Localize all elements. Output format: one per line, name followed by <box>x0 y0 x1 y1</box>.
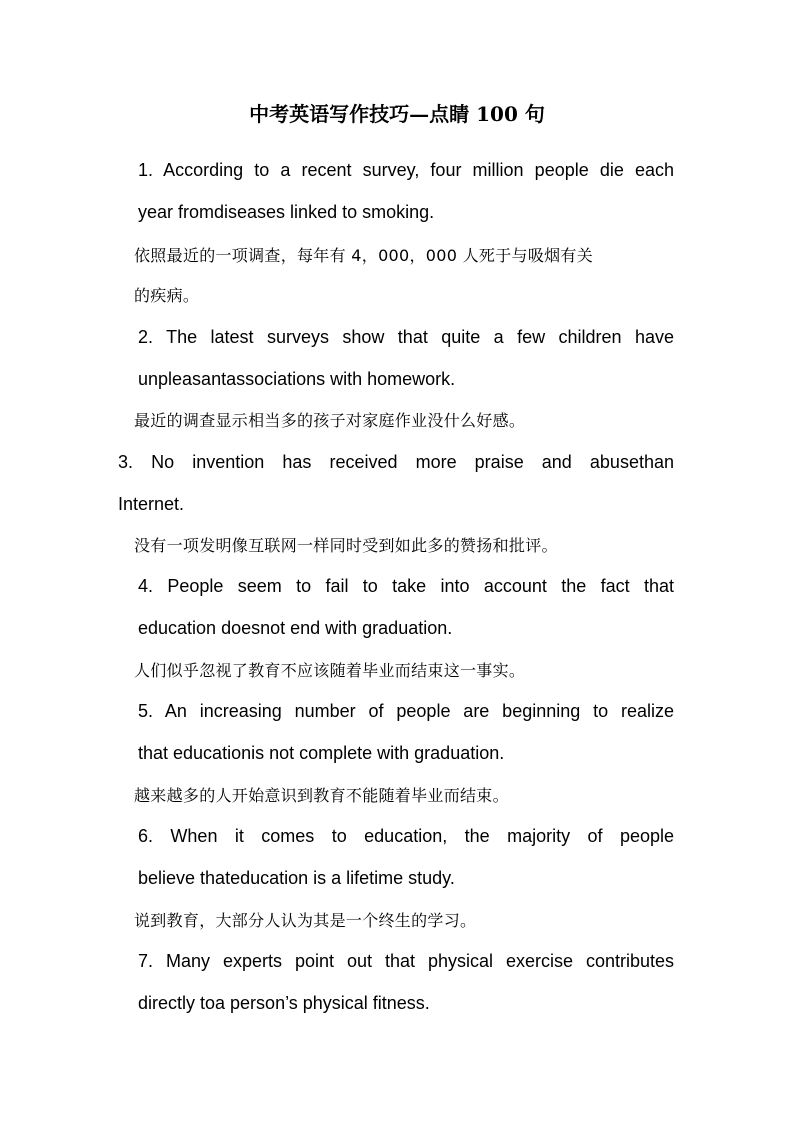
sentence-2-english-line-1: 2. The latest surveys show that quite a few children have <box>138 327 674 347</box>
sentence-3-english <box>118 441 674 525</box>
sentence-4-english-line-2: education doesnot end with graduation. <box>138 618 453 638</box>
sentence-2-english-line-2: unpleasantassociations with homework. <box>138 369 456 389</box>
page-title: 中考英语写作技巧—点睛 100 句 <box>249 102 545 126</box>
sentence-1-english-line-2: year fromdiseases linked to smoking. <box>138 202 435 222</box>
sentence-6-english <box>138 815 674 899</box>
sentence-5-english <box>138 690 674 774</box>
sentence-6-english-line-1: 6. When it comes to education, the majority of people <box>138 826 674 846</box>
sentence-5-chinese <box>134 776 674 816</box>
sentence-2-chinese <box>134 401 674 441</box>
sentence-2-english <box>138 316 674 400</box>
sentence-3-chinese <box>134 526 674 566</box>
sentence-5-english-line-1: 5. An increasing number of people are beginning to realize <box>138 701 674 721</box>
sentence-6-english-line-2: believe thateducation is a lifetime study. <box>138 868 455 888</box>
sentence-1-chinese-line-2: 的疾病。 <box>134 286 200 305</box>
sentence-4-chinese-line-1: 人们似乎忽视了教育不应该随着毕业而结束这一事实。 <box>134 661 526 680</box>
sentence-6-chinese-line-1: 说到教育，大部分人认为其是一个终生的学习。 <box>134 911 477 930</box>
sentence-7-english <box>138 940 674 1024</box>
sentence-3-chinese-line-1: 没有一项发明像互联网一样同时受到如此多的赞扬和批评。 <box>134 536 558 555</box>
sentence-6-chinese <box>134 901 674 941</box>
sentence-1-english <box>138 149 674 233</box>
sentence-7-english-line-2: directly toa person’s physical fitness. <box>138 993 430 1013</box>
sentence-7-english-line-1: 7. Many experts point out that physical exercise contributes <box>138 951 674 971</box>
sentence-5-english-line-2: that educationis not complete with graduation. <box>138 743 505 763</box>
sentence-4-english <box>138 565 674 649</box>
sentence-3-english-line-2: Internet. <box>118 494 185 514</box>
sentence-1-chinese <box>134 236 674 316</box>
sentence-1-english-line-1: 1. According to a recent survey, four million people die each <box>138 160 674 180</box>
sentence-1-chinese-line-1: 依照最近的一项调查，每年有 4，000，000 人死于与吸烟有关 <box>134 246 594 265</box>
sentence-3-english-line-1: 3. No invention has received more praise and abusethan <box>118 452 674 472</box>
sentence-4-english-line-1: 4. People seem to fail to take into account the fact that <box>138 576 674 596</box>
sentence-2-chinese-line-1: 最近的调查显示相当多的孩子对家庭作业没什么好感。 <box>134 411 526 430</box>
sentence-4-chinese <box>134 651 674 691</box>
sentence-5-chinese-line-1: 越来越多的人开始意识到教育不能随着毕业而结束。 <box>134 786 509 805</box>
